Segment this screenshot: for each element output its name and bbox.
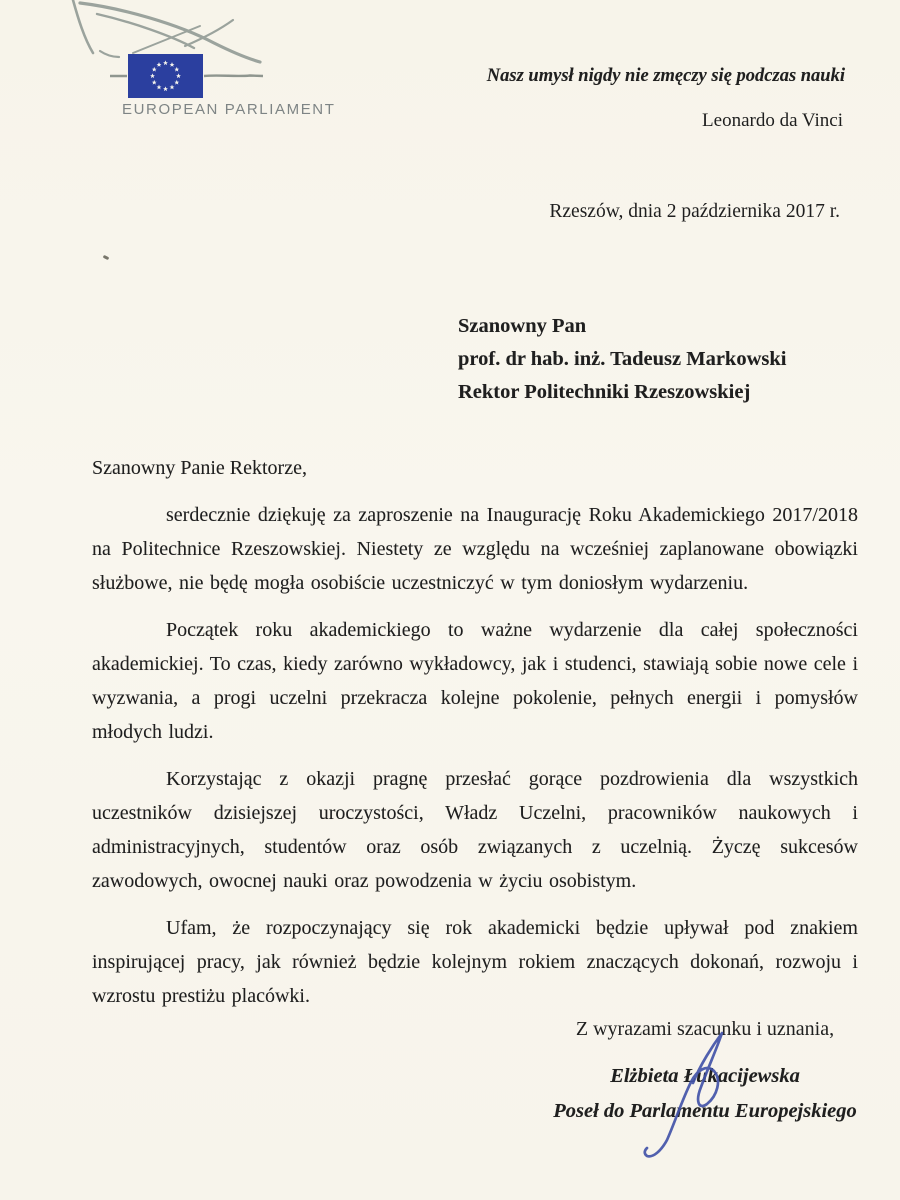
paragraph-1: serdecznie dziękuję za zaproszenie na Inaugurację Roku Akademickiego 2017/2018 na Politechnice Rzeszowskiej. Niestety ze względu na wcześniej zaplanowane obowiązki służbowe, nie będę mogła osobiście uczestniczyć w tym doniosłym wydarzeniu. [92, 504, 858, 594]
closing-block [500, 1012, 900, 1129]
salutation: Szanowny Panie Rektorze, [92, 457, 307, 479]
recipient-position: Rektor Politechniki Rzeszowskiej [458, 381, 751, 403]
recipient-name: prof. dr hab. inż. Tadeusz Markowski [458, 348, 787, 370]
signer-name: Elżbieta Łukacijewska [610, 1065, 800, 1087]
valediction: Z wyrazami szacunku i uznania, [575, 1018, 835, 1040]
eu-flag-icon [128, 54, 203, 98]
european-parliament-logo [60, 0, 390, 130]
motto-quote: Nasz umysł nigdy nie zmęczy się podczas nauki [486, 66, 845, 86]
paragraph-2: Początek roku akademickiego to ważne wydarzenie dla całej społeczności akademickiej. To czas, kiedy zarówno wykładowcy, jak i studenci, stawiają sobie nowe cele i wyzwania, a progi uczelni przekracza kolejne pokolenie, pełnych energii i pomysłów młodych ludzi. [92, 619, 858, 743]
signer-title: Poseł do Parlamentu Europejskiego [553, 1100, 857, 1122]
letter-body [92, 451, 858, 1013]
motto-author: Leonardo da Vinci [702, 110, 843, 131]
ep-logo-caption: EUROPEAN PARLIAMENT [122, 101, 336, 118]
ep-hemicycle-icon [73, 0, 260, 62]
scan-speck-artifact [103, 255, 110, 260]
recipient-block [458, 310, 786, 409]
recipient-honorific: Szanowny Pan [458, 315, 587, 337]
paragraph-3: Korzystając z okazji pragnę przesłać gorące pozdrowienia dla wszystkich uczestników dzisiejszej uroczystości, Władz Uczelni, pracowników naukowych i administracyjnych, studentów oraz osób związanych z uczelnią. Życzę sukcesów zawodowych, owocnej nauki oraz powodzenia w życiu osobistym. [92, 768, 858, 892]
place-and-date-line: Rzeszów, dnia 2 października 2017 r. [549, 201, 840, 222]
paragraph-4: Ufam, że rozpoczynający się rok akademicki będzie upływał pod znakiem inspirującej pracy, jak również będzie kolejnym rokiem znaczących dokonań, rozwoju i wzrostu prestiżu placówki. [92, 917, 858, 1007]
